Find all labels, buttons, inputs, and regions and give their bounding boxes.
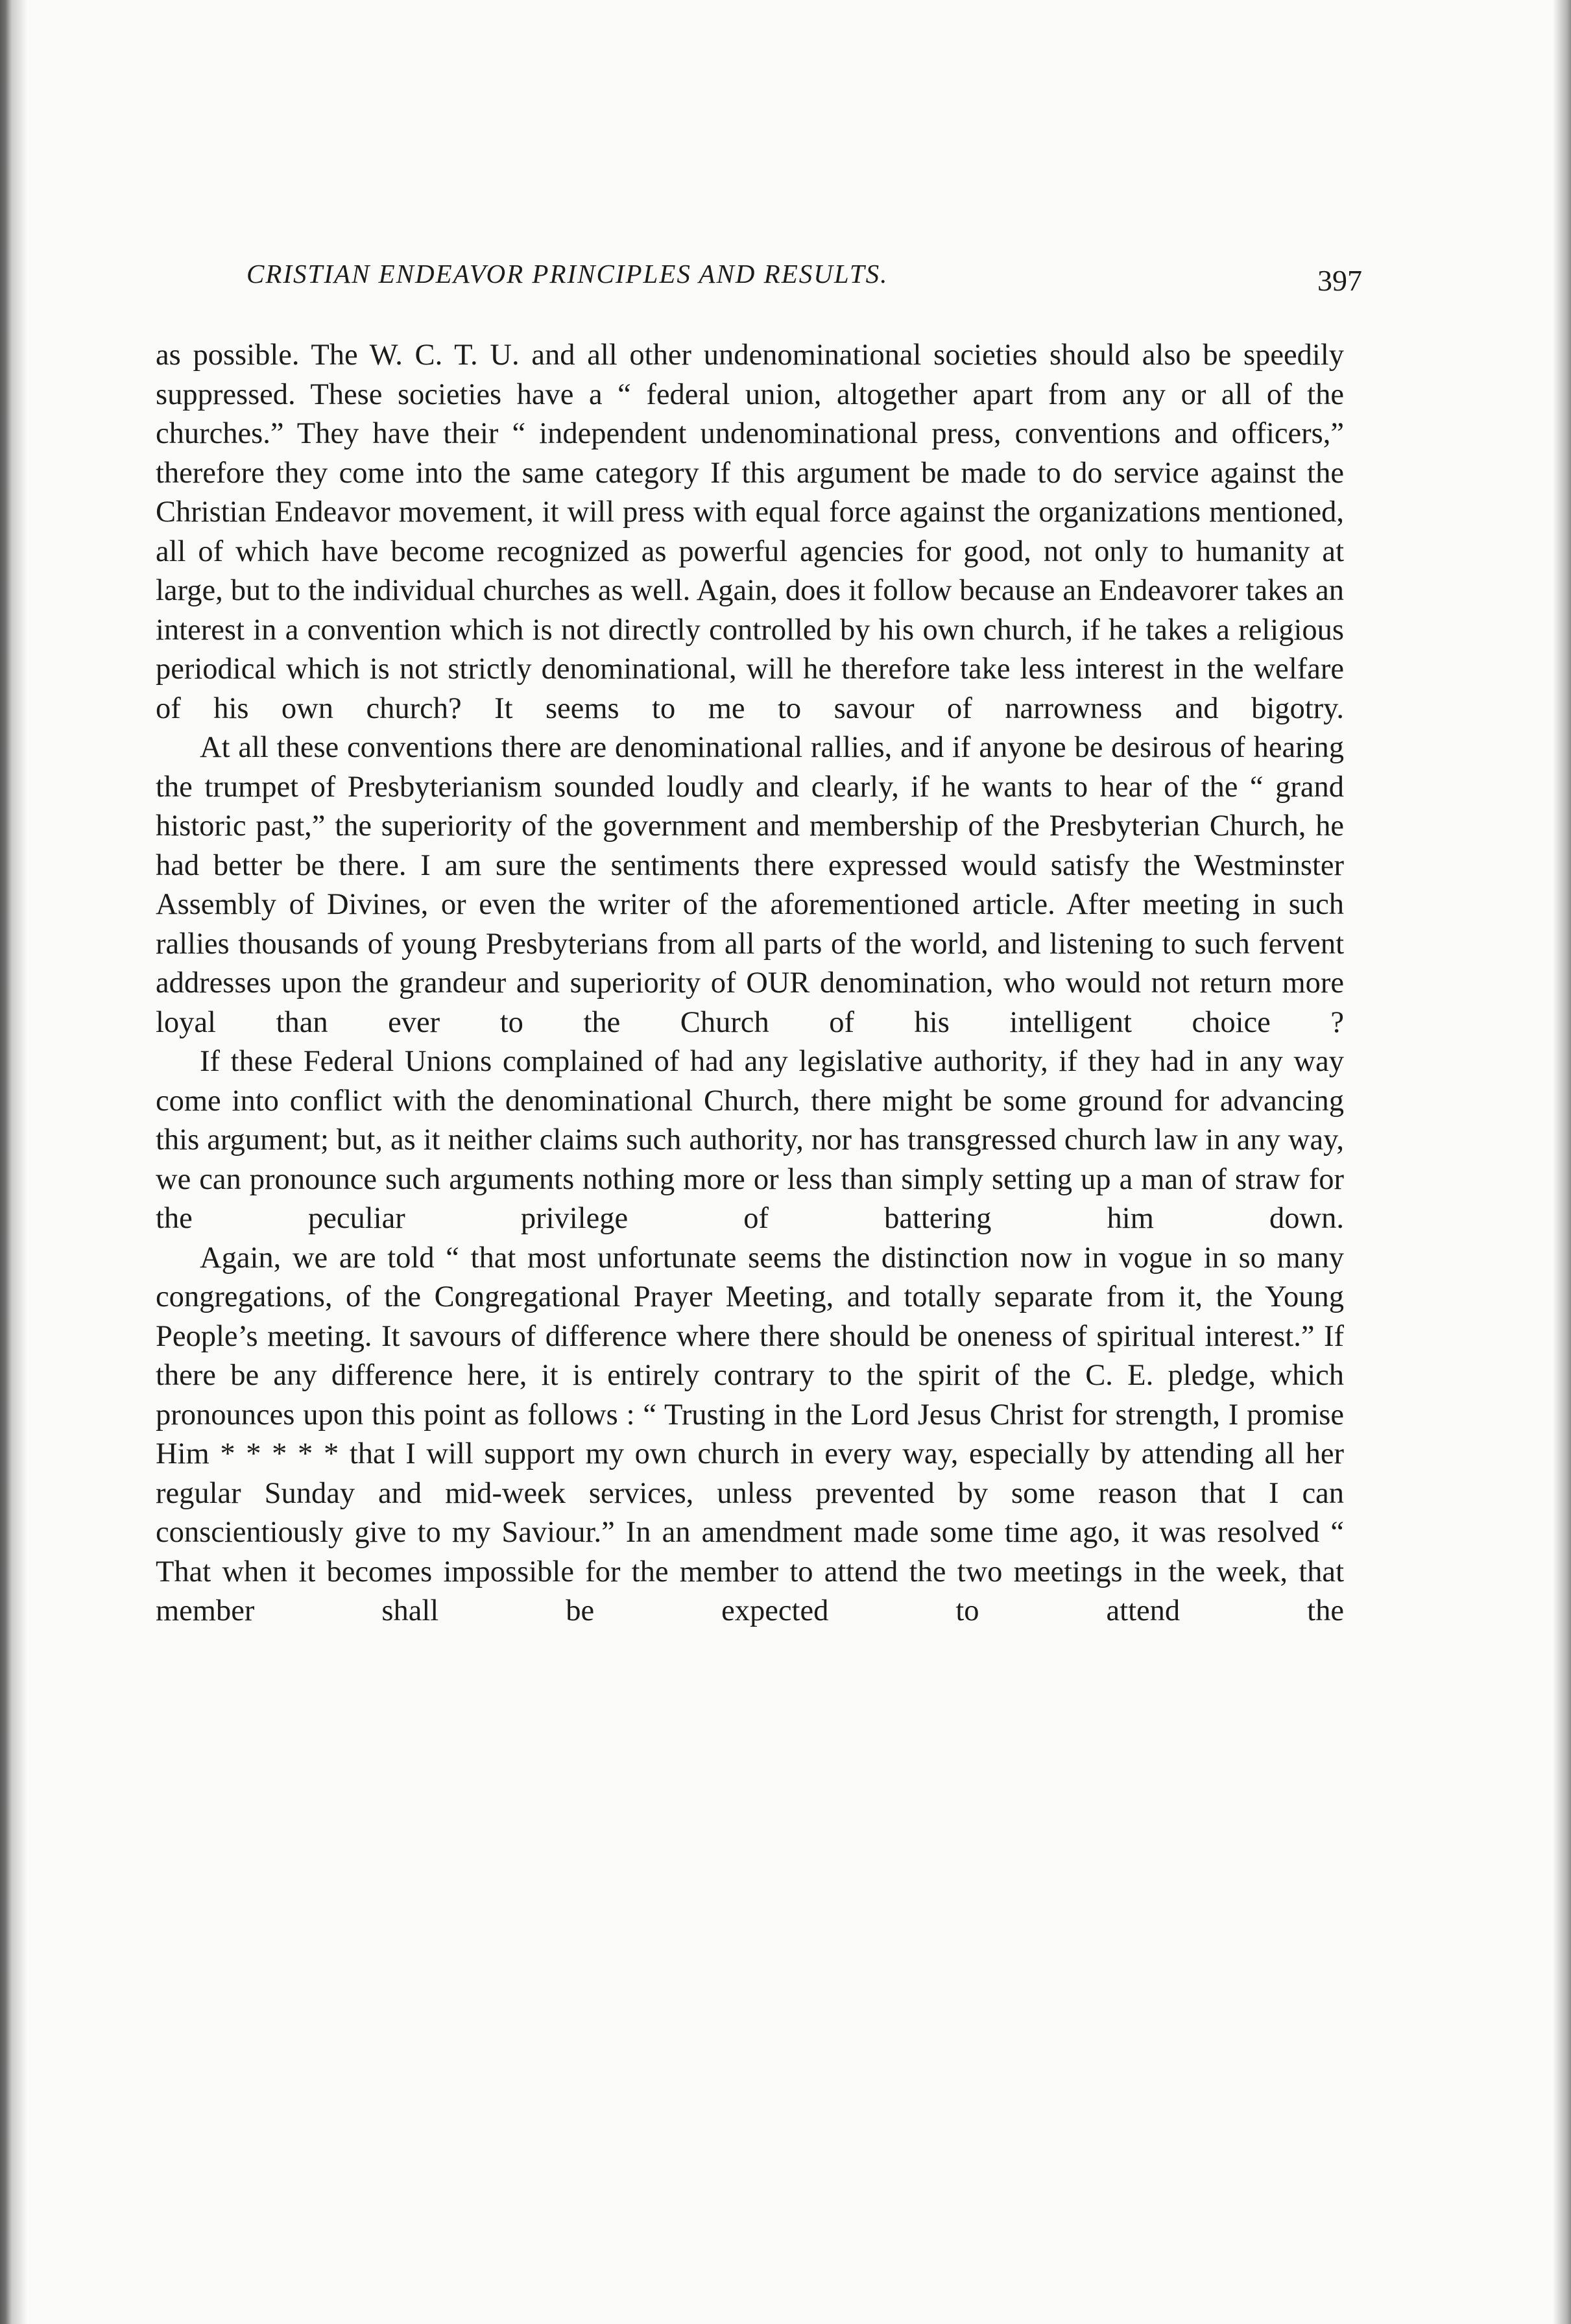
page-number: 397 <box>1317 264 1362 297</box>
paragraph-2: At all these conventions there are denominational rallies, and if anyone be desirous of hearing the trumpet of Presbyterianism sounded loudly and clearly, if he wants to hear of the “ grand historic past,” the superiority of the government and membership of the Presbyterian Church, he had better be there. I am sure the sentiments there expressed would satisfy the Westminster Assembly of Divines, or even the writer of the aforementioned article. After meeting in such rallies thousands of young Presbyterians from all parts of the world, and listening to such fervent addresses upon the grandeur and superiority of OUR denomination, who would not return more loyal than ever to the Church of his intelligent choice ? <box>156 731 1344 1039</box>
running-title: CRISTIAN ENDEAVOR PRINCIPLES AND RESULTS. <box>246 259 889 289</box>
paragraph-3: If these Federal Unions complained of had any legislative authority, if they had in any way come into conflict with the denominational Church, there might be some ground for advancing this argument; but, as it neither claims such authority, nor has transgressed church law in any way, we can pronounce such arguments nothing more or less than simply setting up a man of straw for the peculiar privilege of battering him down. <box>156 1045 1344 1235</box>
paragraph-1: as possible. The W. C. T. U. and all other undenominational societies should also be speedily suppressed. These societies have a “ federal union, altogether apart from any or all of the churches.” They have their “ independent undenominational press, conventions and officers,” therefore they come into the same category If this argument be made to do service against the Christian Endeavor movement, it will press with equal force against the organizations mentioned, all of which have become recognized as powerful agencies for good, not only to humanity at large, but to the individual churches as well. Again, does it follow because an Endeavorer takes an interest in a convention which is not directly controlled by his own church, if he takes a religious periodical which is not strictly denominational, will he therefore take less interest in the welfare of his own church? It seems to me to savour of narrowness and bigotry. <box>156 339 1344 725</box>
scan-edge-left <box>0 0 27 2324</box>
body-text <box>156 336 1344 1631</box>
scan-edge-right <box>1553 0 1571 2324</box>
page-header <box>246 258 1362 310</box>
paragraph-4: Again, we are told “ that most unfortunate seems the distinction now in vogue in so many congregations, of the Congregational Prayer Meeting, and totally separate from it, the Young People’s meeting. It savours of difference where there should be oneness of spiritual interest.” If there be any difference here, it is entirely contrary to the spirit of the C. E. pledge, which pronounces upon this point as follows : “ Trusting in the Lord Jesus Christ for strength, I promise Him * * * * * that I will support my own church in every way, especially by attending all her regular Sunday and mid-week services, unless prevented by some reason that I can conscientiously give to my Saviour.” In an amendment made some time ago, it was resolved “ That when it becomes impossible for the member to attend the two meetings in the week, that member shall be expected to attend the <box>156 1241 1344 1627</box>
